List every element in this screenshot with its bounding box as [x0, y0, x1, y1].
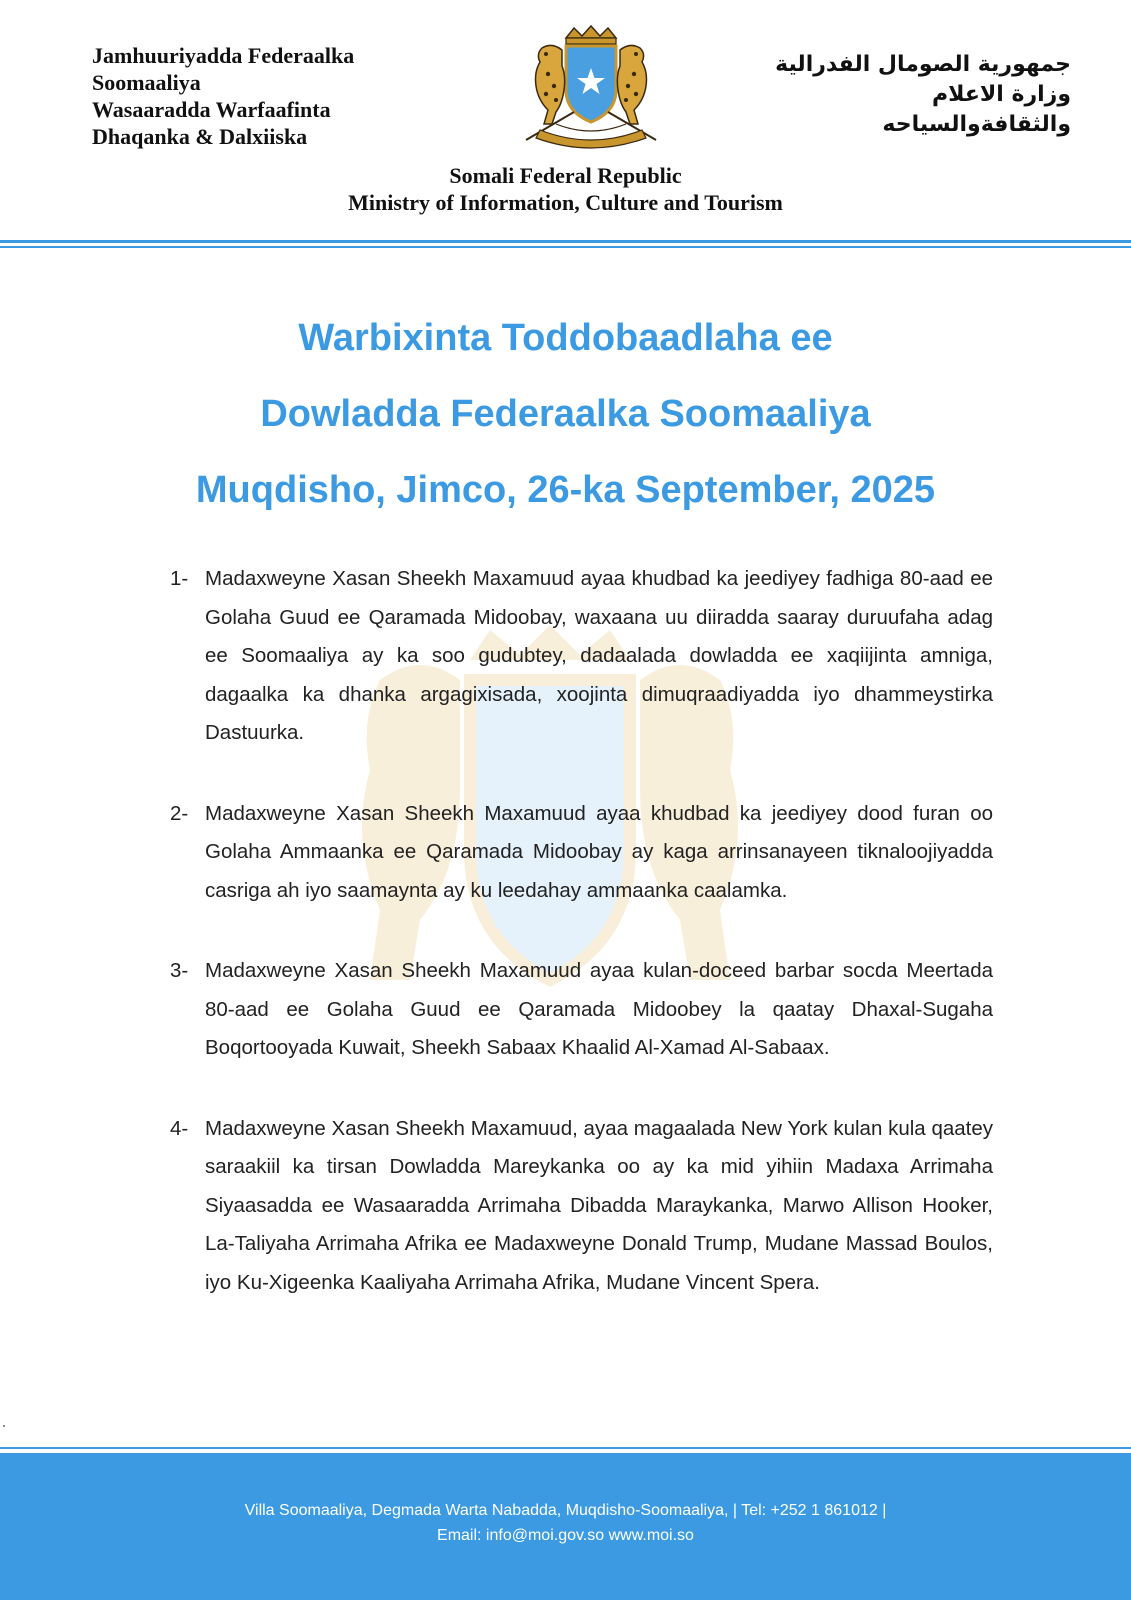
report-items: [170, 560, 993, 1344]
footer-address: Villa Soomaaliya, Degmada Warta Nabadda, Muqdisho-Soomaaliya, | Tel: +252 1 861012 |: [244, 1502, 887, 1519]
letterhead-arabic-line: والثقافةوالسياحه: [882, 112, 1071, 137]
letterhead-arabic-line: جمهورية الصومال الفدرالية: [775, 52, 1071, 77]
item-number: 4-: [170, 1116, 189, 1140]
letterhead-somali: [92, 42, 354, 150]
item-number: 3-: [170, 959, 189, 982]
list-item: [170, 952, 993, 1068]
page-footer: [0, 1453, 1131, 1600]
title-line: Dowladda Federaalka Soomaaliya: [260, 393, 871, 435]
letterhead-english-line: Ministry of Information, Culture and Tourism: [348, 190, 783, 215]
footer-divider: [0, 1447, 1131, 1449]
item-number: 2-: [170, 801, 189, 825]
page-title: [0, 300, 1131, 528]
letterhead-somali-line: Dhaqanka & Dalxiiska: [92, 124, 308, 149]
letterhead-english: [0, 162, 1131, 216]
letterhead-arabic-line: وزارة الاعلام: [932, 82, 1071, 107]
item-text: Madaxweyne Xasan Sheekh Maxamuud ayaa kulan-doceed barbar socda Meertada 80-aad ee Golaha Guud ee Qaramada Midoobey la qaatay Dhaxal-Sugaha Boqortooyada Kuwait, Sheekh Sabaax Khaalid Al-Xamad Al-Sabaax.: [205, 959, 993, 1059]
item-number: 1-: [170, 567, 189, 590]
letterhead-english-line: Somali Federal Republic: [449, 163, 682, 188]
list-item: [170, 795, 993, 911]
item-text: Madaxweyne Xasan Sheekh Maxamuud, ayaa magaalada New York kulan kula qaatey saraakiil ka tirsan Dowladda Mareykanka oo ay ka mid yihiin Madaxa Arrimaha Siyaasadda ee Wasaaradda Arrimaha Dibadda Maraykanka, Marwo Allison Hooker, La-Taliyaha Arrimaha Afrika ee Madaxweyne Donald Trump, Mudane Massad Boulos, iyo Ku-Xigeenka Kaaliyaha Arrimaha Afrika, Mudane Vincent Spera.: [205, 1116, 993, 1294]
title-line: Warbixinta Toddobaadlaha ee: [298, 317, 833, 359]
margin-mark: [3, 1425, 5, 1427]
list-item: [170, 560, 993, 753]
letterhead-somali-line: Jamhuuriyadda Federaalka: [92, 43, 355, 68]
somali-coat-of-arms-icon: [496, 20, 686, 150]
item-text: Madaxweyne Xasan Sheekh Maxamuud ayaa khudbad ka jeediyey fadhiga 80-aad ee Golaha Guud ee Qaramada Midoobay, waxaana uu diiradda saaray duruufaha adag ee Soomaaliya ay ka soo gudubtey, dadaalada dowladda ee xaqiijinta amniga, dagaalka ka dhanka argagixisada, xoojinta dimuqraadiyadda iyo dhammeystirka Dastuurka.: [205, 567, 993, 744]
footer-contact: Email: info@moi.gov.so www.moi.so: [437, 1527, 694, 1544]
title-line: Muqdisho, Jimco, 26-ka September, 2025: [195, 469, 936, 511]
letterhead-arabic: [731, 50, 1071, 140]
letterhead-somali-line: Wasaaradda Warfaafinta: [92, 97, 331, 122]
item-text: Madaxweyne Xasan Sheekh Maxamuud ayaa khudbad ka jeediyey dood furan oo Golaha Ammaanka ee Qaramada Midoobay ay kaga arrinsanayeen tiknaloojiyadda casriga ah iyo saamaynta ay ku leedahay ammaanka caalamka.: [205, 801, 993, 902]
list-item: [170, 1110, 993, 1303]
letterhead-somali-line: Soomaaliya: [92, 70, 201, 95]
header-divider: [0, 240, 1131, 249]
